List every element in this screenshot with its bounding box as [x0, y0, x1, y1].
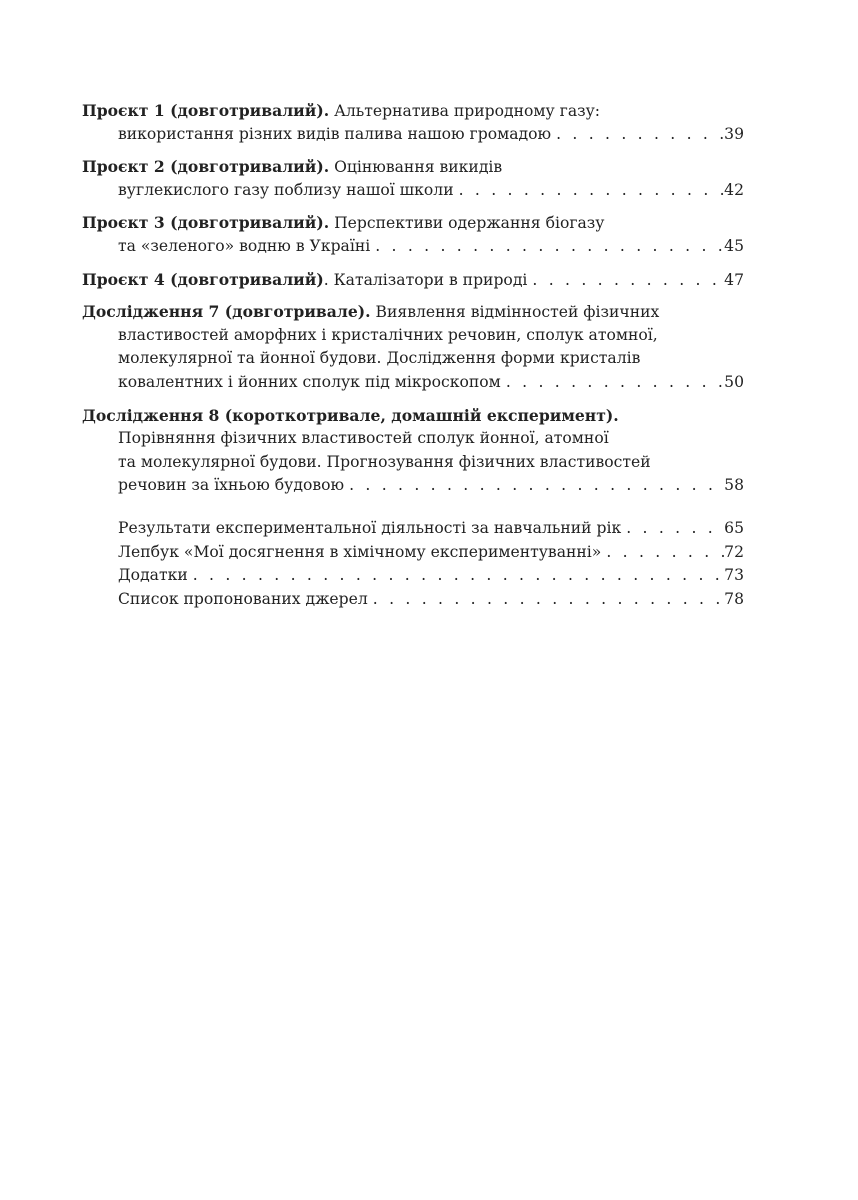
page-number: 78 — [724, 589, 744, 608]
page-number: 47 — [724, 270, 744, 289]
toc-entry-research-8 — [82, 404, 744, 498]
entry-title: Список пропонованих джерел — [118, 589, 368, 608]
page-number: 50 — [724, 372, 744, 391]
entry-title-continued: вуглекислого газу поблизу нашої школи — [118, 180, 454, 199]
page-number: 42 — [724, 180, 744, 199]
dot-leader — [527, 269, 724, 292]
entry-title-continued: речовин за їхньою будовою — [118, 476, 345, 495]
entry-title-continued: ковалентних і йонних сполук під мікроскопом — [118, 372, 501, 391]
page-number: 72 — [724, 542, 744, 561]
page-number: 58 — [724, 476, 744, 495]
entry-title-continued: молекулярної та йонної будови. Дослідження форми кристалів — [118, 349, 641, 368]
dot-leader — [454, 179, 725, 203]
toc-entry-results — [82, 517, 744, 541]
entry-heading: Дослідження 7 (довготривале). — [82, 302, 371, 322]
entry-title: Лепбук «Мої досягнення в хімічному експериментуванні» — [118, 542, 602, 561]
page-number: 65 — [724, 518, 744, 537]
entry-heading: Проєкт 3 (довготривалий). — [82, 213, 330, 233]
entry-title: Перспективи одержання біогазу — [329, 214, 605, 233]
toc-appendix-list — [82, 517, 744, 611]
entry-title: Додатки — [118, 566, 188, 585]
page-number: 39 — [724, 124, 744, 143]
entry-heading: Дослідження 8 (короткотривале, домашній експеримент). — [82, 405, 619, 425]
dot-leader — [601, 541, 724, 565]
dot-leader — [368, 588, 724, 612]
dot-leader — [551, 123, 724, 147]
toc-entry-lapbook — [82, 541, 744, 565]
toc-entry-project-2 — [82, 155, 744, 202]
toc-entry-project-4 — [82, 268, 744, 292]
entry-title-continued: та «зеленого» водню в Україні — [118, 236, 371, 255]
entry-title: Альтернатива природному газу: — [329, 102, 601, 120]
entry-title-continued: використання різних видів палива нашою громадою — [118, 124, 552, 143]
entry-title: . Каталізатори в природі — [323, 270, 528, 289]
table-of-contents — [82, 99, 744, 611]
dot-leader — [188, 564, 724, 588]
entry-title-continued: Порівняння фізичних властивостей сполук йонної, атомної — [118, 429, 609, 448]
dot-leader — [621, 517, 724, 541]
entry-heading: Проєкт 4 (довготривалий) — [82, 269, 324, 289]
entry-title: Виявлення відмінностей фізичних — [370, 303, 660, 322]
entry-title-continued: властивостей аморфних і кристалічних речовин, сполук атомної, — [118, 325, 658, 344]
dot-leader — [370, 235, 724, 259]
entry-heading: Проєкт 2 (довготривалий). — [82, 157, 330, 177]
entry-title: Оцінювання викидів — [329, 158, 503, 177]
page-number: 73 — [724, 566, 744, 585]
dot-leader — [501, 371, 724, 395]
toc-entry-sources — [82, 588, 744, 612]
toc-entry-appendices — [82, 564, 744, 588]
entry-title: Результати експериментальної діяльності за навчальний рік — [118, 518, 622, 537]
dot-leader — [344, 474, 724, 498]
toc-entry-project-1 — [82, 99, 744, 146]
toc-entry-research-7 — [82, 300, 744, 394]
entry-title-continued: та молекулярної будови. Прогнозування фізичних властивостей — [118, 452, 651, 471]
toc-entry-project-3 — [82, 211, 744, 258]
page-number: 45 — [724, 236, 744, 255]
entry-heading: Проєкт 1 (довготривалий). — [82, 101, 330, 120]
